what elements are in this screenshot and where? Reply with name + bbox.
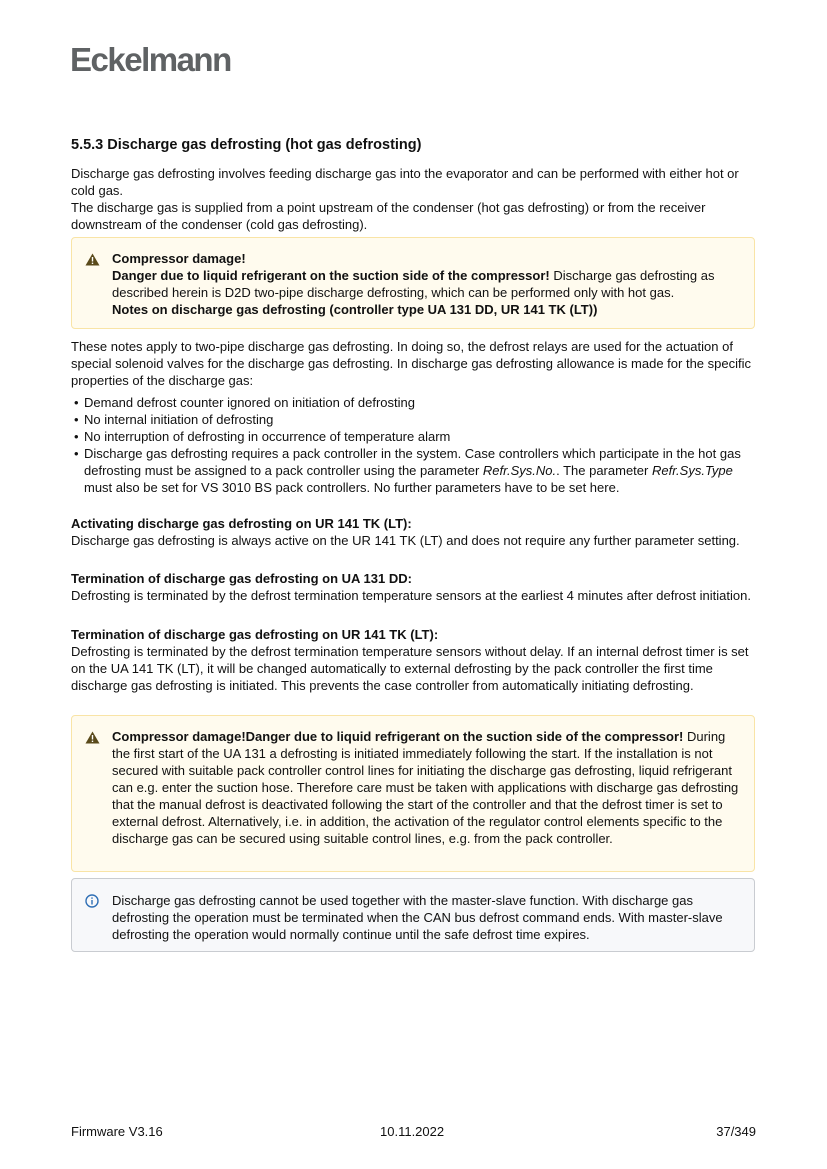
warning-icon [85,731,100,744]
notes-intro: These notes apply to two-pipe discharge gas defrosting. In doing so, the defrost relays are used for the actuation of special solenoid valves for the discharge gas defrosting. In discharge gas defrosting allowance is made for the specific properties of the discharge gas: [71,339,751,388]
subsection-text: Defrosting is terminated by the defrost termination temperature sensors without delay. If an internal defrost timer is set on the UA 141 TK (LT), it will be changed automatically to external defrosting by the pack controller the first time discharge gas defrosting is initiated. This prevents the case controller from automatically initiating defrosting. [71,644,749,693]
warning-title: Compressor damage! [112,251,246,266]
bullet4-a: Discharge gas defrosting requires a pack controller in the system. Case controllers which participate in the hot gas defrosting must be assigned to a pack controller using the parameter [84,446,741,478]
subsection-1 [71,515,757,549]
list-item [71,445,757,496]
warning-bold: Danger due to liquid refrigerant on the suction side of the compressor! [112,268,550,283]
info-box [71,878,755,952]
intro-paragraph-2: The discharge gas is supplied from a point upstream of the condenser (hot gas defrosting) or from the receiver downstream of the condenser (cold gas defrosting). [71,200,706,232]
warning-notes-title: Notes on discharge gas defrosting (controller type UA 131 DD, UR 141 TK (LT)) [112,302,598,317]
info-icon [85,894,99,908]
list-item: • Demand defrost counter ignored on initiation of defrosting [71,394,757,411]
intro [71,165,757,233]
footer-page-number: 37/349 [716,1124,756,1139]
subsection-title: Activating discharge gas defrosting on UR 141 TK (LT): [71,516,412,531]
list-item: • No internal initiation of defrosting [71,411,757,428]
info-text: Discharge gas defrosting cannot be used together with the master-slave function. With discharge gas defrosting the operation must be terminated when the CAN bus defrost command ends. With master-slave defrosting the operation would normally continue until the safe defrost time expires. [112,893,723,942]
bullet4-e: must also be set for VS 3010 BS pack controllers. No further parameters have to be set here. [84,480,620,495]
notes [71,338,757,496]
param-refr-sys-type: Refr.Sys.Type [651,463,733,478]
eckelmann-logo: Eckelmann [70,41,231,78]
section-heading-block [71,136,757,154]
list-item: • No interruption of defrosting in occurrence of temperature alarm [71,428,757,445]
footer-date: 10.11.2022 [380,1124,445,1139]
warning-icon [85,253,100,266]
bullet4-c: . The parameter [556,463,652,478]
bullet-list [71,394,757,496]
intro-paragraph-1: Discharge gas defrosting involves feeding discharge gas into the evaporator and can be performed with either hot or cold gas. [71,166,739,198]
subsection-3 [71,626,757,694]
subsection-2 [71,570,757,604]
warning-text: During the first start of the UA 131 a defrosting is initiated immediately following the start. If the installation is not secured with suitable pack controller control lines for initiating the discharge gas defrosting, liquid refrigerant can e.g. enter the suction hose. Therefore care must be taken with applications with discharge gas defrosting that the manual defrost is deactivated following the start of the controller and that the defrost timer is set to external defrost. Alternatively, i.e. in addition, the activation of the regulator control elements specific to the discharge gas can be secured using suitable control lines, e.g. from the pack controller. [112,729,739,846]
subsection-title: Termination of discharge gas defrosting on UR 141 TK (LT): [71,627,439,642]
warning-bold: Compressor damage!Danger due to liquid refrigerant on the suction side of the compressor! [112,729,684,744]
subsection-text: Discharge gas defrosting is always active on the UR 141 TK (LT) and does not require any further parameter setting. [71,533,740,548]
footer-firmware: Firmware V3.16 [71,1124,163,1139]
subsection-text: Defrosting is terminated by the defrost termination temperature sensors at the earliest 4 minutes after defrost initiation. [71,588,751,603]
warning-box-2 [71,715,755,872]
section-title: 5.5.3 Discharge gas defrosting (hot gas defrosting) [71,137,422,153]
param-refr-sys-no: Refr.Sys.No. [482,463,557,478]
warning-text: Discharge gas defrosting as described herein is D2D two-pipe discharge defrosting, which can be performed only with hot gas. [112,268,715,300]
warning-box-1 [71,237,755,329]
subsection-title: Termination of discharge gas defrosting on UA 131 DD: [71,571,412,586]
